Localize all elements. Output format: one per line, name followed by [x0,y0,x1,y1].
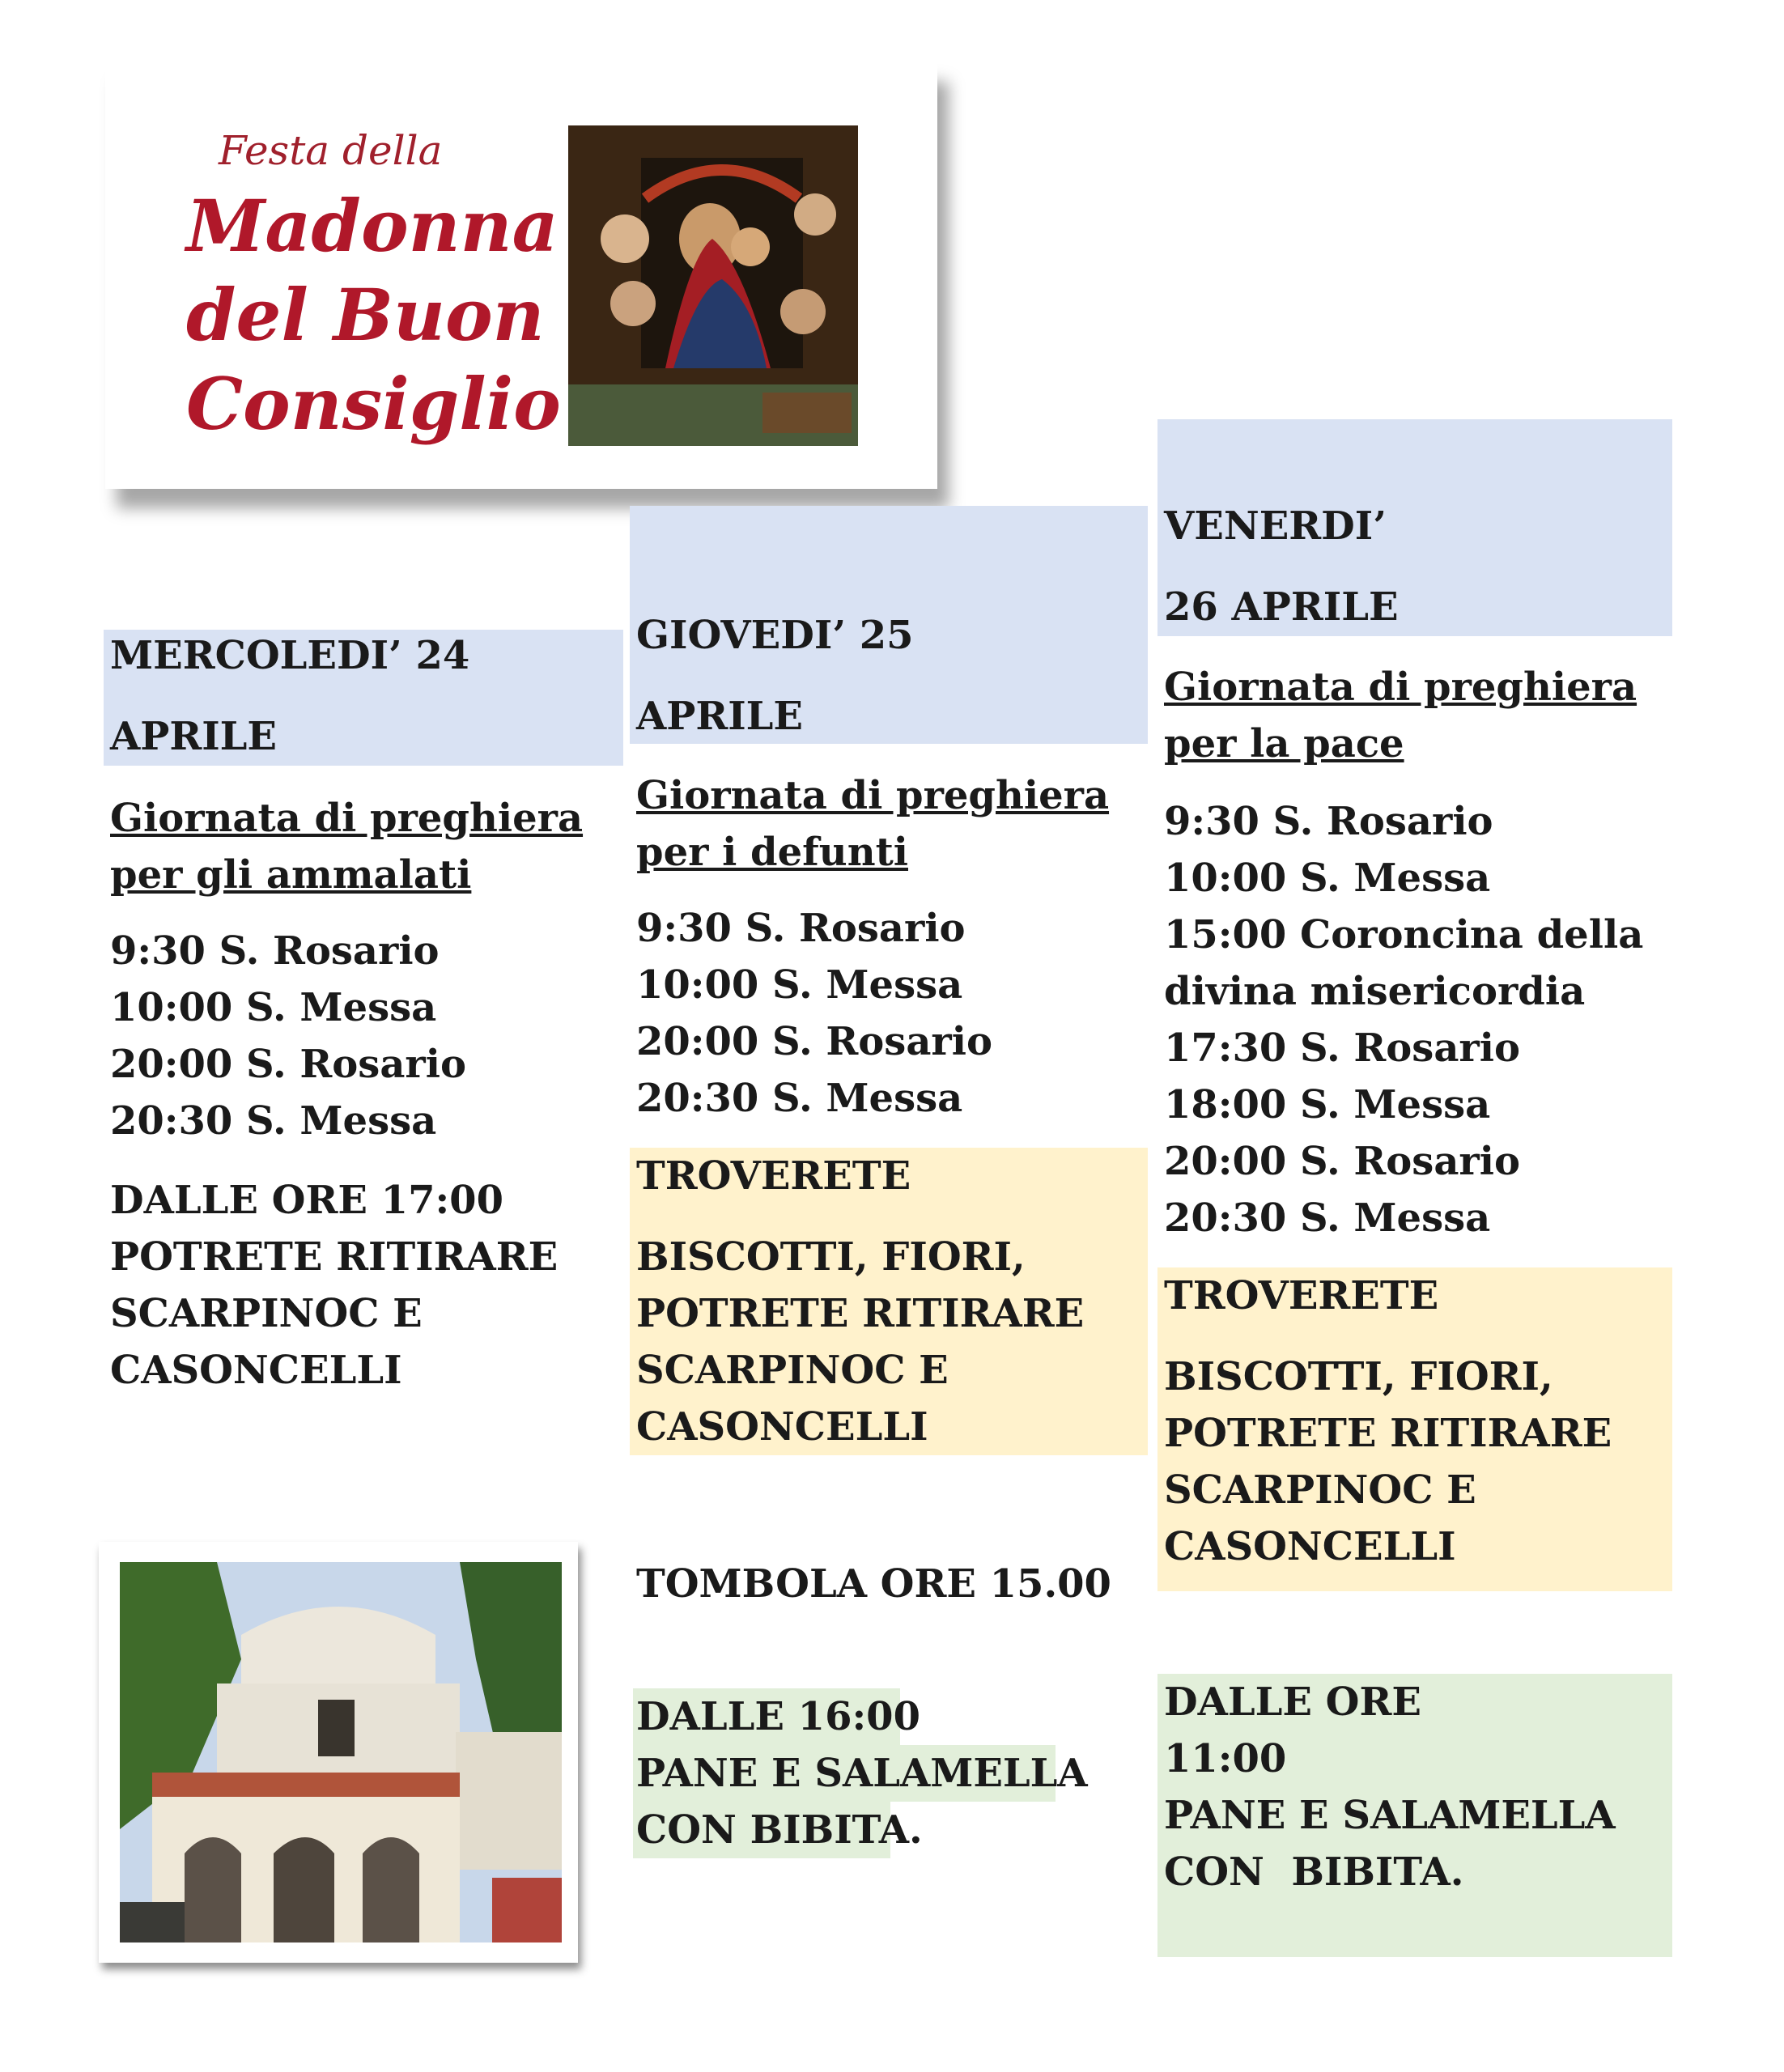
day2-schedule-item: 10:00 S. Messa [636,962,963,1008]
day1-subtitle-line1: Giornata di preghiera [110,796,584,841]
day3-title-line2: 26 APRILE [1164,584,1399,630]
title-consiglio: Consiglio [186,362,561,446]
day2-note-line: POTRETE RITIRARE [636,1291,1085,1336]
day2-troverete: TROVERETE [636,1153,911,1199]
day1-note-line: POTRETE RITIRARE [110,1234,559,1280]
day2-schedule-item: 20:30 S. Messa [636,1076,963,1121]
title-festa-della: Festa della [219,127,443,174]
day3-schedule-item: 20:30 S. Messa [1164,1195,1491,1241]
day2-note-line: BISCOTTI, FIORI, [636,1234,1026,1280]
title-del-buon: del Buon [186,273,545,357]
day2-food-line: PANE E SALAMELLA [636,1751,1088,1796]
day2-subtitle-line1: Giornata di preghiera [636,773,1110,818]
day2-schedule-item: 9:30 S. Rosario [636,906,966,951]
day3-note-line: POTRETE RITIRARE [1164,1411,1612,1456]
day3-note-line: SCARPINOC E [1164,1467,1476,1513]
day3-food-line: DALLE ORE [1164,1679,1421,1725]
church-illustration [120,1562,562,1942]
madonna-painting-image [568,125,858,446]
day1-title-line2: APRILE [110,714,278,759]
day3-food-line: CON BIBITA. [1164,1849,1464,1895]
day3-schedule-item: 15:00 Coroncina della [1164,912,1644,957]
day3-subtitle-line1: Giornata di preghiera [1164,664,1637,710]
day2-title-line1: GIOVEDI’ 25 [636,613,914,658]
day3-schedule-item: 17:30 S. Rosario [1164,1025,1520,1071]
day3-note-line: CASONCELLI [1164,1524,1456,1569]
church-photo-image [120,1562,562,1942]
day2-title-line2: APRILE [636,694,804,739]
day2-note-line: CASONCELLI [636,1404,928,1450]
day3-schedule-item: 18:00 S. Messa [1164,1082,1491,1127]
day3-food-line: PANE E SALAMELLA [1164,1793,1616,1838]
day2-tombola: TOMBOLA ORE 15.00 [636,1561,1111,1607]
day2-food-line: DALLE 16:00 [636,1694,920,1739]
day3-schedule-item: divina misericordia [1164,969,1586,1014]
day3-schedule-item: 9:30 S. Rosario [1164,799,1493,844]
day1-note-line: DALLE ORE 17:00 [110,1178,503,1223]
day1-schedule-item: 10:00 S. Messa [110,985,437,1030]
day3-food-line: 11:00 [1164,1736,1287,1781]
title-madonna: Madonna [186,184,559,268]
day1-note-line: CASONCELLI [110,1348,402,1393]
day1-note-line: SCARPINOC E [110,1291,423,1336]
day3-schedule-item: 10:00 S. Messa [1164,856,1491,901]
church-photo-frame [99,1542,578,1963]
day1-schedule-item: 20:00 S. Rosario [110,1042,466,1087]
day2-food-line: CON BIBITA. [636,1807,923,1853]
day2-note-line: SCARPINOC E [636,1348,949,1393]
day1-schedule-item: 9:30 S. Rosario [110,928,440,974]
day1-subtitle-line2: per gli ammalati [110,852,472,898]
day1-title-line1: MERCOLEDI’ 24 [110,633,470,678]
day3-schedule-item: 20:00 S. Rosario [1164,1139,1520,1184]
day3-note-line: BISCOTTI, FIORI, [1164,1354,1553,1399]
day3-subtitle-line2: per la pace [1164,721,1404,766]
day3-title-line1: VENERDI’ [1164,503,1387,549]
day2-subtitle-line2: per i defunti [636,830,908,875]
day1-schedule-item: 20:30 S. Messa [110,1098,437,1144]
day3-troverete: TROVERETE [1164,1273,1439,1318]
madonna-painting-illustration [568,125,858,446]
day2-schedule-item: 20:00 S. Rosario [636,1019,992,1064]
title-card [105,62,937,489]
